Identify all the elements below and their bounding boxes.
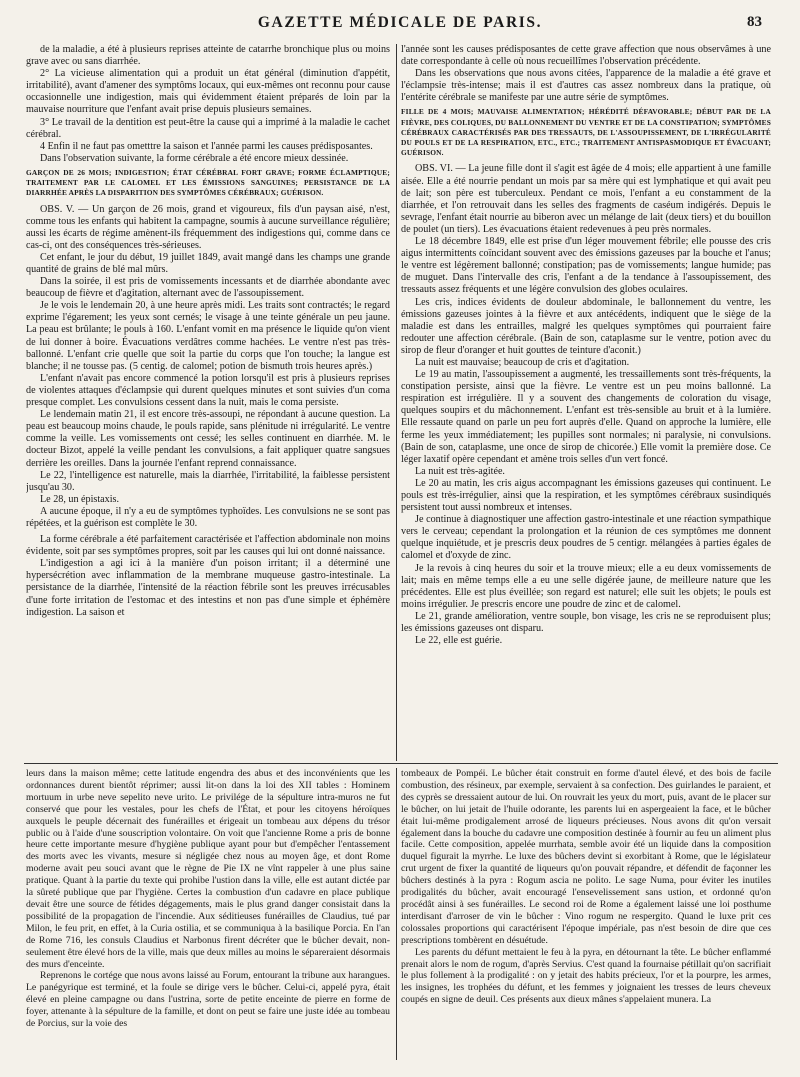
paragraph: leurs dans la maison même; cette latitude engendra des abus et des inconvénients que les ordonnances durent bientôt réprimer; aussi lit-on dans la loi des XII tables : Hominem mortuum in urbe neve sepelito neve urito. Le privilége de la sépulture intra-muros ne fut conservé que pour les vestales, pour les chefs de l'État, et pour les citoyens héroïques auxquels le peuple décernait des funérailles et érigeait un tombeau aux dépens du trésor public ou à l'aide d'une souscription volontaire. On voit que l'ancienne Rome a pris de bonne heure cette importante mesure d'hygiène publique ayant pour but d'empêcher l'entassement des morts avec les vivants, mesure si négligée chez nous au moyen âge, et dont Rome moderne avait peu souci avant que le règne de Pie IX ne vînt rappeler à une plus saine pratique. Quant à la partie du texte qui prohibe l'ustion dans la ville, elle est autant dictée par la sûreté publique que par l'hygiène. Certes la combustion d'un cadavre en place publique devait être une source de fétides dégagements, mais le plus grand danger consistait dans la possibilité de la propagation de l'incendie. Aux séditieuses funérailles de Claudius, tué par Milon, le feu prit, en effet, à la Curia ostilia, et se communiqua à la basilique Porcia. En l'an de Rome 716, les consuls Claudius et Narbonus firent décréter que le bûcher devait, non-seulement être élevé hors de la ville, mais que deux milles au moins le sépareraient désormais des murs d'enceinte. (26, 768, 390, 970)
column-divider-bottom (396, 768, 397, 1060)
paragraph: Je continue à diagnostiquer une affection gastro-intestinale et une réaction sympathique vers le cerveau; cependant la prolongation et la réunion de ces symptômes me donnent quelque inquiétude, et je prescris deux poudres de 5 centigr. mélangées à parties égales de calomel et d'oxyde de zinc. (401, 514, 771, 562)
paragraph: Le 21, grande amélioration, ventre souple, bon visage, les cris ne se reproduisent plus; les émissions gazeuses ont disparu. (401, 610, 771, 635)
paragraph: l'année sont les causes prédisposantes de cette grave affection que nous observâmes à une date correspondante à celle où nous recueillîmes l'observation précédente. (401, 44, 771, 68)
paragraph: L'indigestion a agi ici à la manière d'un poison irritant; il a déterminé une hypersécrétion avec inflammation de la membrane muqueuse gastro-intestinale. La persistance de la diarrhée, l'intensité de la réaction fébrile sont les preuves irrécusables d'une forte irritation de l'estomac et des intestins et non pas d'une simple et éphémère indigestion. La saison et (26, 558, 390, 618)
paragraph: Je la revois à cinq heures du soir et la trouve mieux; elle a eu deux vomissements de lait; mais en même temps elle a eu une selle digérée jaune, de meilleure nature que les précédentes. Elle est plus éveillée; son regard est naturel; elle suit les objets; le pouls est moins irrégulier. Je prescris encore une poudre de zinc et de calomel. (401, 562, 771, 610)
paragraph: La nuit est mauvaise; beaucoup de cris et d'agitation. (415, 356, 630, 368)
paragraph: A aucune époque, il n'y a eu de symptômes typhoïdes. Les convulsions ne se sont pas répétées, et la guérison est complète le 30. (26, 505, 390, 529)
paragraph: Dans les observations que nous avons citées, l'apparence de la maladie a été grave et l'éclampsie très-intense; mais il est d'autres cas assez nombreux dans la pratique, où l'entérite cérébrale se manifeste par une autre série de symptômes. (401, 68, 771, 104)
paragraph: Le 18 décembre 1849, elle est prise d'un léger mouvement fébrile; elle pousse des cris aigus intermittents coïncidant souvent avec des émissions gazeuses par la bouche et l'anus; le ventre est légèrement ballonné; constipation; pas de vomissements; langue humide; pas de muguet. Dans l'intervalle des cris, l'enfant a de la tendance à l'assoupissement, des tressauts assez fréquents et une légère convulsion des globes oculaires. (401, 236, 771, 296)
paragraph: La nuit est très-agitée. (415, 465, 505, 477)
right-column (401, 44, 771, 762)
paragraph: OBS. VI. — La jeune fille dont il s'agit est âgée de 4 mois; elle appartient à une famille aisée. Elle a été nourrie pendant un mois par sa mère qui est lymphatique et qui avait peu de lait; son père est tuberculeux. Pendant ce mois, l'enfant a eu constamment de la diarrhée, et l'on retrouvait dans les selles des fragments de caséum indigérés. Depuis le sevrage, l'enfant était nourrie au biberon avec un mélange de lait (deux tiers) et du bouillon de poulet (un tiers). Les évacuations étaient redevenues à peu près normales. (401, 163, 771, 235)
feuilleton-right-column (401, 768, 771, 1068)
page-header (0, 14, 800, 38)
paragraph: Je le vois le lendemain 20, à une heure après midi. Les traits sont contractés; le regard exprime l'égarement; les yeux sont cernés; le visage à une teinte générale un peu jaune. La peau est brûlante; le pouls à 160. L'enfant vomit en ma présence le liquide qu'on vient de lui donner à boire. Évacuations verdâtres comme hachées. Le ventre n'est pas très-ballonné. L'enfant crie quelle que soit la partie du corps que l'on touche; la langue est blanche; il ne tousse pas. (5 centig. de calomel; potion de bismuth trois heures après.) (26, 300, 390, 372)
section-separator (24, 763, 778, 764)
paragraph: Les cris, indices évidents de douleur abdominale, le ballonnement du ventre, les émissions gazeuses jointes à la fièvre et aux antécédents, indiquent que le siège de la maladie est dans les entrailles, malgré les quelques symptômes qui pourraient faire redouter une affection cérébrale. (Bain de son, cataplasme sur le ventre, potion avec du sirop de fleur d'oranger et huit gouttes de teinture d'aconit.) (401, 296, 771, 356)
section-heading: GARÇON DE 26 MOIS; INDIGESTION; ÉTAT CÉRÉBRAL FORT GRAVE; FORME ÉCLAMPTIQUE; TRAITEMENT PAR LE CALOMEL ET LES ÉMISSIONS SANGUINES; PERSISTANCE DE LA DIARRHÉE APRÈS LA DISPARITION DES SYMPTÔMES CÉRÉBRAUX; GUÉRISON. (26, 167, 390, 198)
paragraph: Le 20 au matin, les cris aigus accompagnant les émissions gazeuses qui continuent. Le pouls est très-irrégulier, ainsi que la respiration, et les symptômes cérébraux susindiqués persistent tout aussi nombreux et intenses. (401, 477, 771, 514)
paragraph: Reprenons le cortége que nous avons laissé au Forum, entourant la tribune aux harangues. Le panégyrique est terminé, et la foule se dirige vers le bûcher. Celui-ci, appelé pyra, était élevé en pleine campagne ou dans l'ustrina, sorte de petite enceinte de pierre en forme de foyer, attenante à la sépulture de la famille, et dont on peut se faire une juste idée au tombeau de Porcius, sur la voie des (26, 970, 390, 1030)
paragraph: 3° Le travail de la dentition est peut-être la cause qui a imprimé à la maladie le cachet cérébral. (26, 116, 390, 140)
paragraph: Dans l'observation suivante, la forme cérébrale a été encore mieux dessinée. (40, 152, 349, 164)
section-heading: FILLE DE 4 MOIS; MAUVAISE ALIMENTATION; HÉRÉDITÉ DÉFAVORABLE; DÉBUT PAR DE LA FIÈVRE, DES COLIQUES, DU BALLONNEMENT DU VENTRE ET DE LA CONSTIPATION; SYMPTÔMES CÉRÉBRAUX CARACTÉRISÉS PAR DES TRESSAUTS, DE L'ASSOUPISSEMENT, DE L'IRRÉGULARITÉ DU POULS ET DE LA RESPIRATION, ETC., ETC.; TRAITEMENT ANTISPASMODIQUE ET ÉVACUANT; GUÉRISON. (401, 107, 771, 158)
feuilleton-left-column (26, 768, 390, 1068)
paragraph: Le 28, un épistaxis. (40, 493, 120, 505)
paragraph: Dans la soirée, il est pris de vomissements incessants et de diarrhée abondante avec beaucoup de fièvre et d'agitation, alternant avec de l'assoupissement. (26, 276, 390, 300)
paragraph: Le 19 au matin, l'assoupissement a augmenté, les tressaillements sont très-fréquents, la constipation persiste, ainsi que la fièvre. Le ventre est un peu moins ballonné. La respiration est irrégulière. Il y a souvent des changements de coloration du visage, quelques soupirs et du mâchonnement. L'enfant est très-sensible au bruit et à la lumière. Elle ressaute quand on parle un peu fort auprès d'elle. Quand on approche la lumière, elle ferme les yeux immédiatement; les pupilles sont normales; ni paralysie, ni convulsions. (Bain de son, cataplasme, une once de sirop de chicorée.) Elle vomit la première dose. Ce léger laxatif opère cependant et amène trois selles d'un vert foncé. (401, 369, 771, 465)
paragraph: L'enfant n'avait pas encore commencé la potion lorsqu'il est pris à plusieurs reprises de violentes attaques d'éclampsie qui durent quelques minutes et sont suivies d'un coma presque complet. Les convulsions cessent dans la nuit, mais le coma persiste. (26, 372, 390, 409)
paragraph: Le 22, l'intelligence est naturelle, mais la diarrhée, l'irritabilité, la faiblesse persistent jusqu'au 30. (26, 469, 390, 493)
paragraph: tombeaux de Pompéi. Le bûcher était construit en forme d'autel élevé, et des bois de facile combustion, des résineux, par exemple, servaient à sa confection. Des guirlandes le paraient, et des cyprès se dressaient autour de lui. On rouvrait les yeux du mort, puis, avant de le placer sur le bûcher, on lui jetait de l'huile odorante, les parents lui en aspergeaient la face, et le bûcher était lui-même prodigalement arrosé de liqueurs précieuses. Nous avons dit qu'on versait également dans la bouche du cadavre une composition destinée à fournir au feu un aliment plus facile. Cette composition, appelée murrhata, semble avoir été un liquide dans la composition duquel figurait la myrrhe. Le luxe des bûchers devint si exorbitant à Rome, que le législateur crut urgent de fixer la quantité de liqueurs qu'on pouvait répandre, et défendit de façonner les bûchers destinés à la pyra : Rogum ascia ne polito. Le sage Numa, pour éviter les inutiles prodigalités du bûcher, avait encouragé l'ensevelissement sans ustion, et ordonné qu'on procédât ainsi à ses funérailles. Le second roi de Rome a également laissé une loi posthume interdisant d'arroser de vin le bûcher : Vino rogum ne respergito. Quand le luxe prit ces colossales proportions qui caractérisent l'époque impériale, pas n'est besoin de dire que ces prescriptions tombèrent en désuétude. (401, 768, 771, 946)
left-column (26, 44, 390, 762)
paragraph: Le 22, elle est guérie. (415, 635, 503, 647)
journal-title: GAZETTE MÉDICALE DE PARIS. (257, 14, 543, 31)
paragraph: Le lendemain matin 21, il est encore très-assoupi, ne répondant à aucune question. La peau est beaucoup moins chaude, le pouls rapide, sans plénitude ni irrégularité. Le ventre comme la veille. Les vomissements ont cessé; les selles continuent en diarrhée. M. le docteur Bizot, appelé la veille pendant les convulsions, a fait appliquer quatre sangsues derrière les oreilles. Dans la journée l'enfant reprend connaissance. (26, 409, 390, 469)
page-number: 83 (747, 14, 762, 30)
paragraph: Les parents du défunt mettaient le feu à la pyra, en détournant la tête. Le bûcher enflammé prenait alors le nom de rogum, d'après Servius. C'est quand la fournaise pétillait qu'on sacrifiait le plus follement à la prodigalité : on y jetait des habits précieux, l'or et la pourpre, les armes, les insignes, les trophées du défunt, et les femmes y joignaient les tresses de leurs cheveux coupés en signe de deuil. Ces présents aux dieux mânes s'appelaient munera. La (401, 946, 771, 1006)
paragraph: OBS. V. — Un garçon de 26 mois, grand et vigoureux, fils d'un paysan aisé, n'est, comme tous les enfants qui habitent la campagne, soumis à aucune surveillance régulière; aussi les écarts de régime amènent-ils fréquemment des indigestions qui, comme dans ce cas-ci, ont des conséquences très-sérieuses. (26, 203, 390, 251)
column-divider-top (396, 44, 397, 761)
paragraph: de la maladie, a été à plusieurs reprises atteinte de catarrhe bronchique plus ou moins grave avec ou sans diarrhée. (26, 44, 390, 68)
paragraph: 2° La vicieuse alimentation qui a produit un état général (diminution d'appétit, irritabilité), avant d'amener des symptôms locaux, qui eux-mêmes ont reconnu pour cause occasionnelle une indigestion, mais qui évidemment étaient préparés de loin par la mauvaise nourriture que l'enfant avait prise depuis plusieurs semaines. (26, 68, 390, 116)
paragraph: 4 Enfin il ne faut pas ometttre la saison et l'année parmi les causes prédisposantes. (40, 140, 373, 152)
paragraph: La forme cérébrale a été parfaitement caractérisée et l'affection abdominale non moins évidente, soit par ses symptômes propres, soit par les causes qui lui ont donné naissance. (26, 534, 390, 558)
paragraph: Cet enfant, le jour du début, 19 juillet 1849, avait mangé dans les champs une grande quantité de grains de blé mal mûrs. (26, 251, 390, 276)
